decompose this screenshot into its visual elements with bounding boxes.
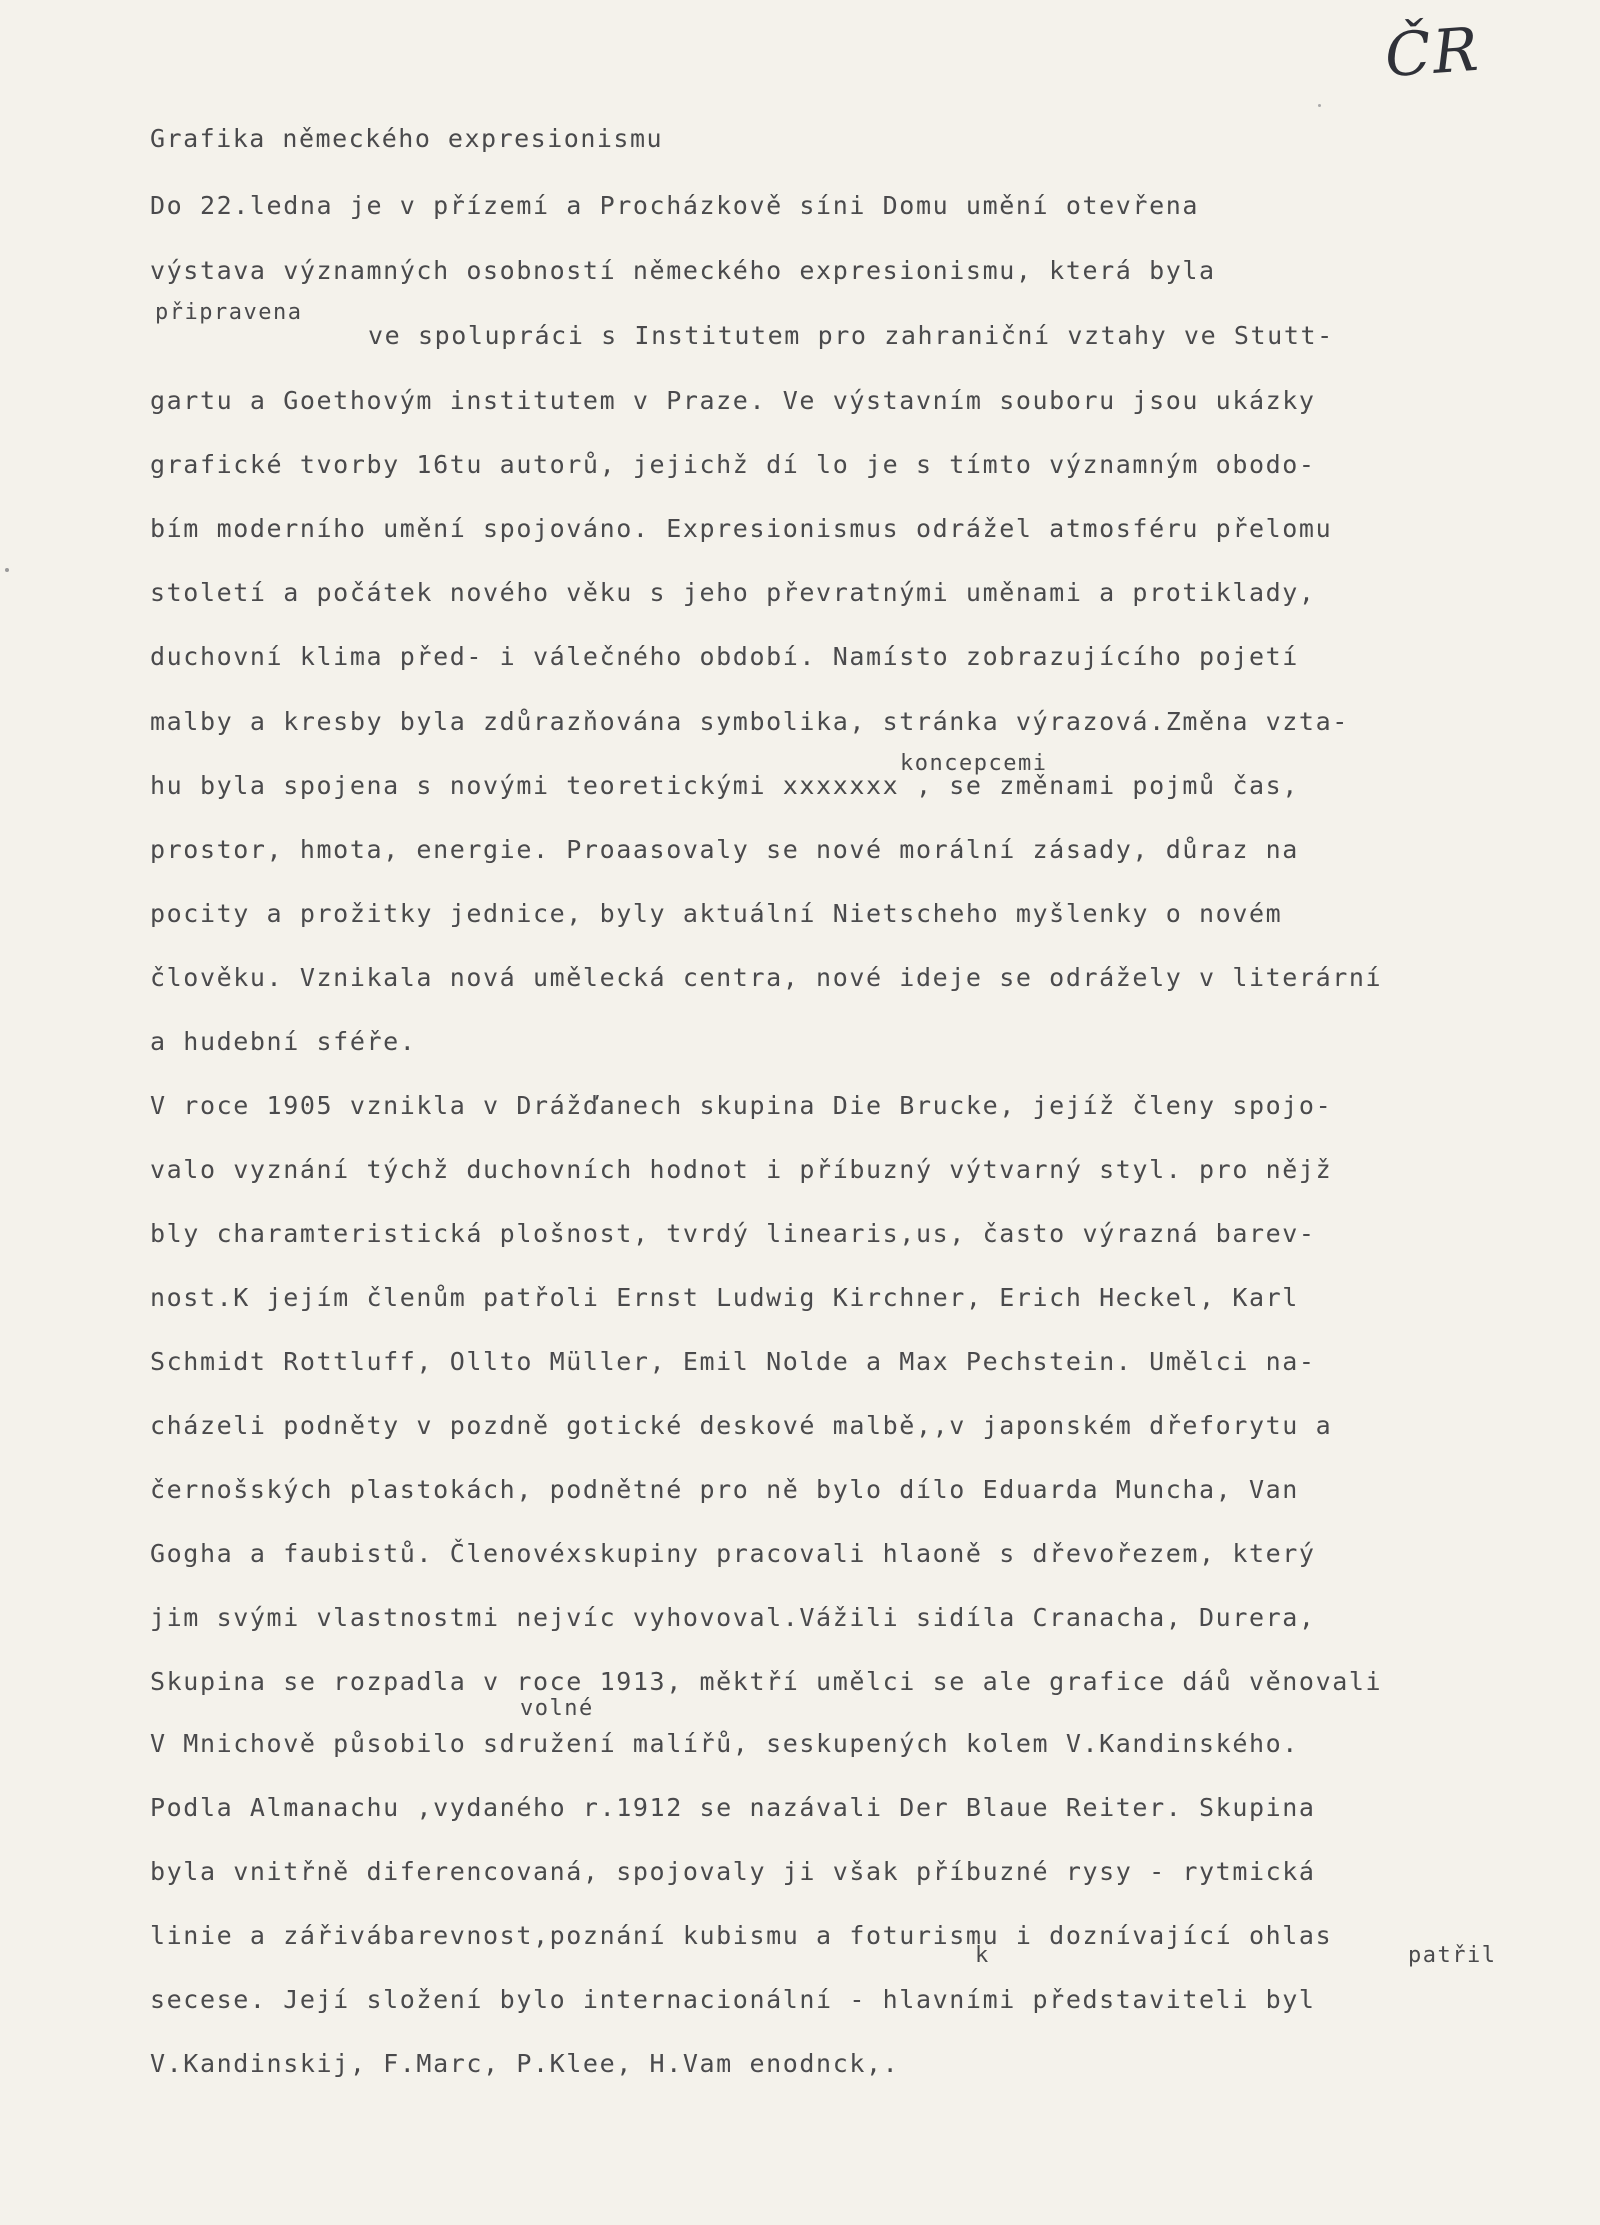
text-line-3: ve spolupráci s Institutem pro zahraniční vztahy ve Stutt-	[368, 321, 1334, 350]
text-line-13: člověku. Vznikala nová umělecká centra, nové ideje se odrážely v literární	[150, 963, 1383, 992]
text-line-9: malby a kresby byla zdůrazňována symbolika, stránka výrazová.Změna vzta-	[150, 707, 1349, 736]
text-line-10: hu byla spojena s novými teoretickými xxxxxxx , se změnami pojmů čas,	[150, 771, 1299, 800]
interlinear-pripravena: připravena	[155, 300, 303, 325]
document-title: Grafika německého expresionismu	[150, 124, 664, 153]
text-line-22: Gogha a faubistů. Členovéxskupiny pracovali hlaoně s dřevořezem, který	[150, 1539, 1316, 1568]
text-line-23: jim svými vlastnostmi nejvíc vyhovoval.Vážili sidíla Cranacha, Durera,	[150, 1603, 1316, 1632]
interlinear-k: k	[975, 1943, 990, 1968]
text-line-12: pocity a prožitky jednice, byly aktuální Nietscheho myšlenky o novém	[150, 899, 1283, 928]
interlinear-koncepcemi: koncepcemi	[900, 751, 1048, 776]
handwritten-corner-note: ČR	[1382, 14, 1483, 92]
text-line-14: a hudební sféře.	[150, 1027, 417, 1056]
interlinear-patril: patřil	[1408, 1943, 1497, 1968]
text-line-21: černošských plastokách, podnětné pro ně bylo dílo Eduarda Muncha, Van	[150, 1475, 1299, 1504]
paper-speck	[1318, 104, 1321, 107]
text-line-11: prostor, hmota, energie. Proaasovaly se nové morální zásady, důraz na	[150, 835, 1299, 864]
text-line-8: duchovní klima před- i válečného období. Namísto zobrazujícího pojetí	[150, 642, 1299, 671]
text-line-16: valo vyznání týchž duchovních hodnot i příbuzný výtvarný styl. pro nějž	[150, 1155, 1333, 1184]
margin-dot	[5, 568, 9, 572]
text-line-26: Podla Almanachu ,vydaného r.1912 se nazávali Der Blaue Reiter. Skupina	[150, 1793, 1316, 1822]
text-line-17: bly charamteristická plošnost, tvrdý linearis,us, často výrazná barev-	[150, 1219, 1316, 1248]
text-line-6: bím moderního umění spojováno. Expresionismus odrážel atmosféru přelomu	[150, 514, 1333, 543]
text-line-15: V roce 1905 vznikla v Drážďanech skupina Die Brucke, jejíž členy spojo-	[150, 1091, 1333, 1120]
text-line-30: V.Kandinskij, F.Marc, P.Klee, H.Vam enodnck,.	[150, 2049, 900, 2078]
text-line-29: secese. Její složení bylo internacionální - hlavními představiteli byl	[150, 1985, 1316, 2014]
text-line-27: byla vnitřně diferencovaná, spojovaly ji však příbuzné rysy - rytmická	[150, 1857, 1316, 1886]
text-line-25: V Mnichově působilo sdružení malířů, seskupených kolem V.Kandinského.	[150, 1729, 1299, 1758]
text-line-4: gartu a Goethovým institutem v Praze. Ve výstavním souboru jsou ukázky	[150, 386, 1316, 415]
interlinear-volne: volné	[520, 1696, 594, 1721]
text-line-28: linie a zářivábarevnost,poznání kubismu a foturismu i doznívající ohlas	[150, 1921, 1333, 1950]
text-line-20: cházeli podněty v pozdně gotické deskové malbě,,v japonském dřeforytu a	[150, 1411, 1333, 1440]
text-line-19: Schmidt Rottluff, Ollto Müller, Emil Nolde a Max Pechstein. Umělci na-	[150, 1347, 1316, 1376]
text-line-24: Skupina se rozpadla v roce 1913, měktří umělci se ale grafice dáů věnovali	[150, 1667, 1383, 1696]
text-line-7: století a počátek nového věku s jeho převratnými uměnami a protiklady,	[150, 578, 1316, 607]
text-line-18: nost.K jejím členům patřoli Ernst Ludwig Kirchner, Erich Heckel, Karl	[150, 1283, 1299, 1312]
text-line-5: grafické tvorby 16tu autorů, jejichž dí lo je s tímto významným obodo-	[150, 450, 1316, 479]
text-line-2: výstava významných osobností německého expresionismu, která byla	[150, 256, 1216, 285]
text-line-1: Do 22.ledna je v přízemí a Procházkově síni Domu umění otevřena	[150, 191, 1200, 220]
